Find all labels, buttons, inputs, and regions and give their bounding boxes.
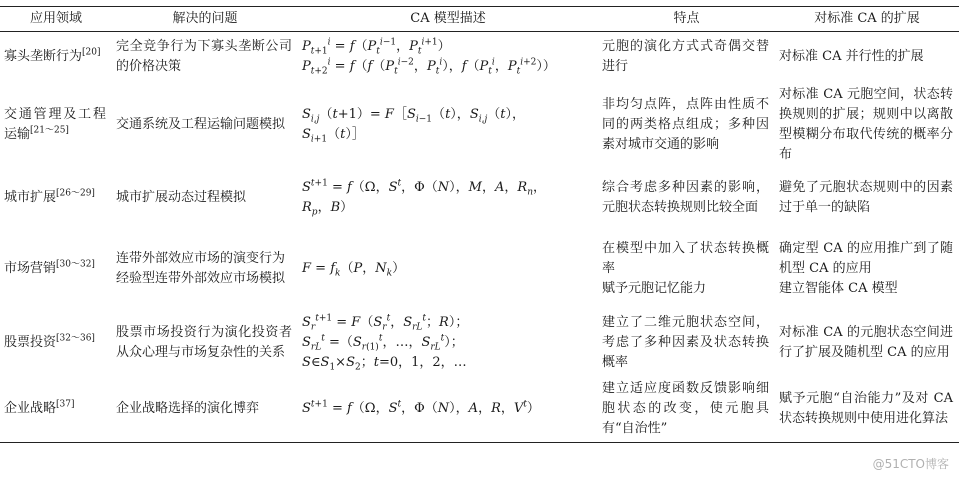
cell-extension: 避免了元胞状态规则中的因素过于单一的缺陷: [779, 179, 953, 215]
cell-extension: 对标准 CA 并行性的扩展: [779, 48, 924, 64]
cell-extension: 对标准 CA 的元胞状态空间进行了扩展及随机型 CA 的应用: [779, 324, 953, 360]
citation-ref: [37]: [56, 399, 75, 410]
cell-field: 市场营销[30～32]: [4, 259, 95, 276]
table-row: [0, 376, 959, 443]
cell-field: 交通管理及工程运输[21～25]: [4, 106, 106, 142]
cell-extension: 确定型 CA 的应用推广到了随机型 CA 的应用 建立智能体 CA 模型: [779, 240, 953, 296]
cell-field: 城市扩展[26～29]: [4, 188, 95, 205]
header-feature: 特点: [598, 7, 775, 32]
cell-field: 企业战略[37]: [0, 376, 112, 443]
citation-ref: [32～36]: [56, 333, 95, 344]
table-row: [0, 228, 959, 310]
cell-feature: 元胞的演化方式式奇偶交替进行: [602, 38, 769, 74]
cell-problem: 交通系统及工程运输问题模拟: [116, 116, 286, 132]
citation-ref: [21～25]: [30, 125, 69, 136]
table-row: [0, 82, 959, 168]
cell-extension: 对标准 CA 元胞空间，状态转换规则的扩展；规则中以离散型模糊分布取代传统的概率分布: [779, 86, 953, 162]
table-row: [0, 32, 959, 82]
citation-ref: [20]: [82, 47, 101, 58]
watermark: @51CTO博客: [872, 457, 949, 471]
header-formula: CA 模型描述: [298, 7, 598, 32]
cell-formula: $S_{i,j}(t+1)=$ $F[S_{i-1}(t)$，$S_{i,j}(t)$， $S_{i+1}(t)]$: [302, 106, 526, 145]
cell-problem: 连带外部效应市场的演变行为 经验型连带外部效应市场模拟: [116, 250, 286, 286]
cell-extension: 赋予元胞“自治能力”及对 CA 状态转换规则中使用进化算法: [775, 376, 959, 443]
header-field: 应用领域: [0, 7, 112, 32]
table-header-row: [0, 7, 959, 32]
cell-problem: 完全竞争行为下寡头垄断公司的价格决策: [116, 38, 292, 74]
cell-feature: 综合考虑多种因素的影响，元胞状态转换规则比较全面: [602, 179, 769, 215]
cell-formula: $S^{t+1} = f(\Omega$，$S^t$，Φ（N），A，R，$V^t$）: [298, 376, 598, 443]
ca-application-table: [0, 6, 959, 443]
cell-formula: $F = f_k(P$，$N_k$）: [302, 260, 406, 279]
cell-field: 股票投资[32～36]: [4, 333, 95, 350]
cell-problem: 企业战略选择的演化博弈: [112, 376, 298, 443]
cell-formula: $P_{t+1}^i = f(P_t^{i-1}$，$P_t^{i+1}$） $P_{t+2}^i = f(f(P_t^{i-2}$，$P_t^i$），$f(P_t^i$，$P_t^{i+2}$））: [302, 37, 556, 77]
table-row: [0, 310, 959, 376]
cell-problem: 股票市场投资行为演化投资者从众心理与市场复杂性的关系: [116, 324, 292, 360]
cell-feature: 建立适应度函数反馈影响细胞状态的改变，使元胞具有“自治性”: [598, 376, 775, 443]
cell-feature: 非均匀点阵，点阵由性质不同的两类格点组成；多种因素对城市交通的影响: [602, 96, 769, 152]
cell-feature: 建立了二维元胞状态空间，考虑了多种因素及状态转换概率: [602, 314, 769, 370]
header-problem: 解决的问题: [112, 7, 298, 32]
table-row: [0, 168, 959, 228]
cell-formula: $S^{t+1} = f(\Omega$，$S^t$，Φ（N），M，A，$R_n$， $R_p$，B）: [302, 178, 547, 218]
cell-formula: $S_r^{t+1} = F(S_r^t$，$S_{rL}^t$；R）； $S_{rL}^t =(S_{r(1)}^t$，…，$S_{rL}^t$）； $S\in S_1\times S_2$；t=0，1，2，…: [302, 313, 469, 373]
cell-feature: 在模型中加入了状态转换概率 赋予元胞记忆能力: [602, 240, 769, 296]
cell-field: 寡头垄断行为[20]: [4, 47, 101, 64]
header-extension: 对标准 CA 的扩展: [775, 7, 959, 32]
citation-ref: [30～32]: [56, 259, 95, 270]
cell-problem: 城市扩展动态过程模拟: [116, 189, 247, 205]
citation-ref: [26～29]: [56, 188, 95, 199]
